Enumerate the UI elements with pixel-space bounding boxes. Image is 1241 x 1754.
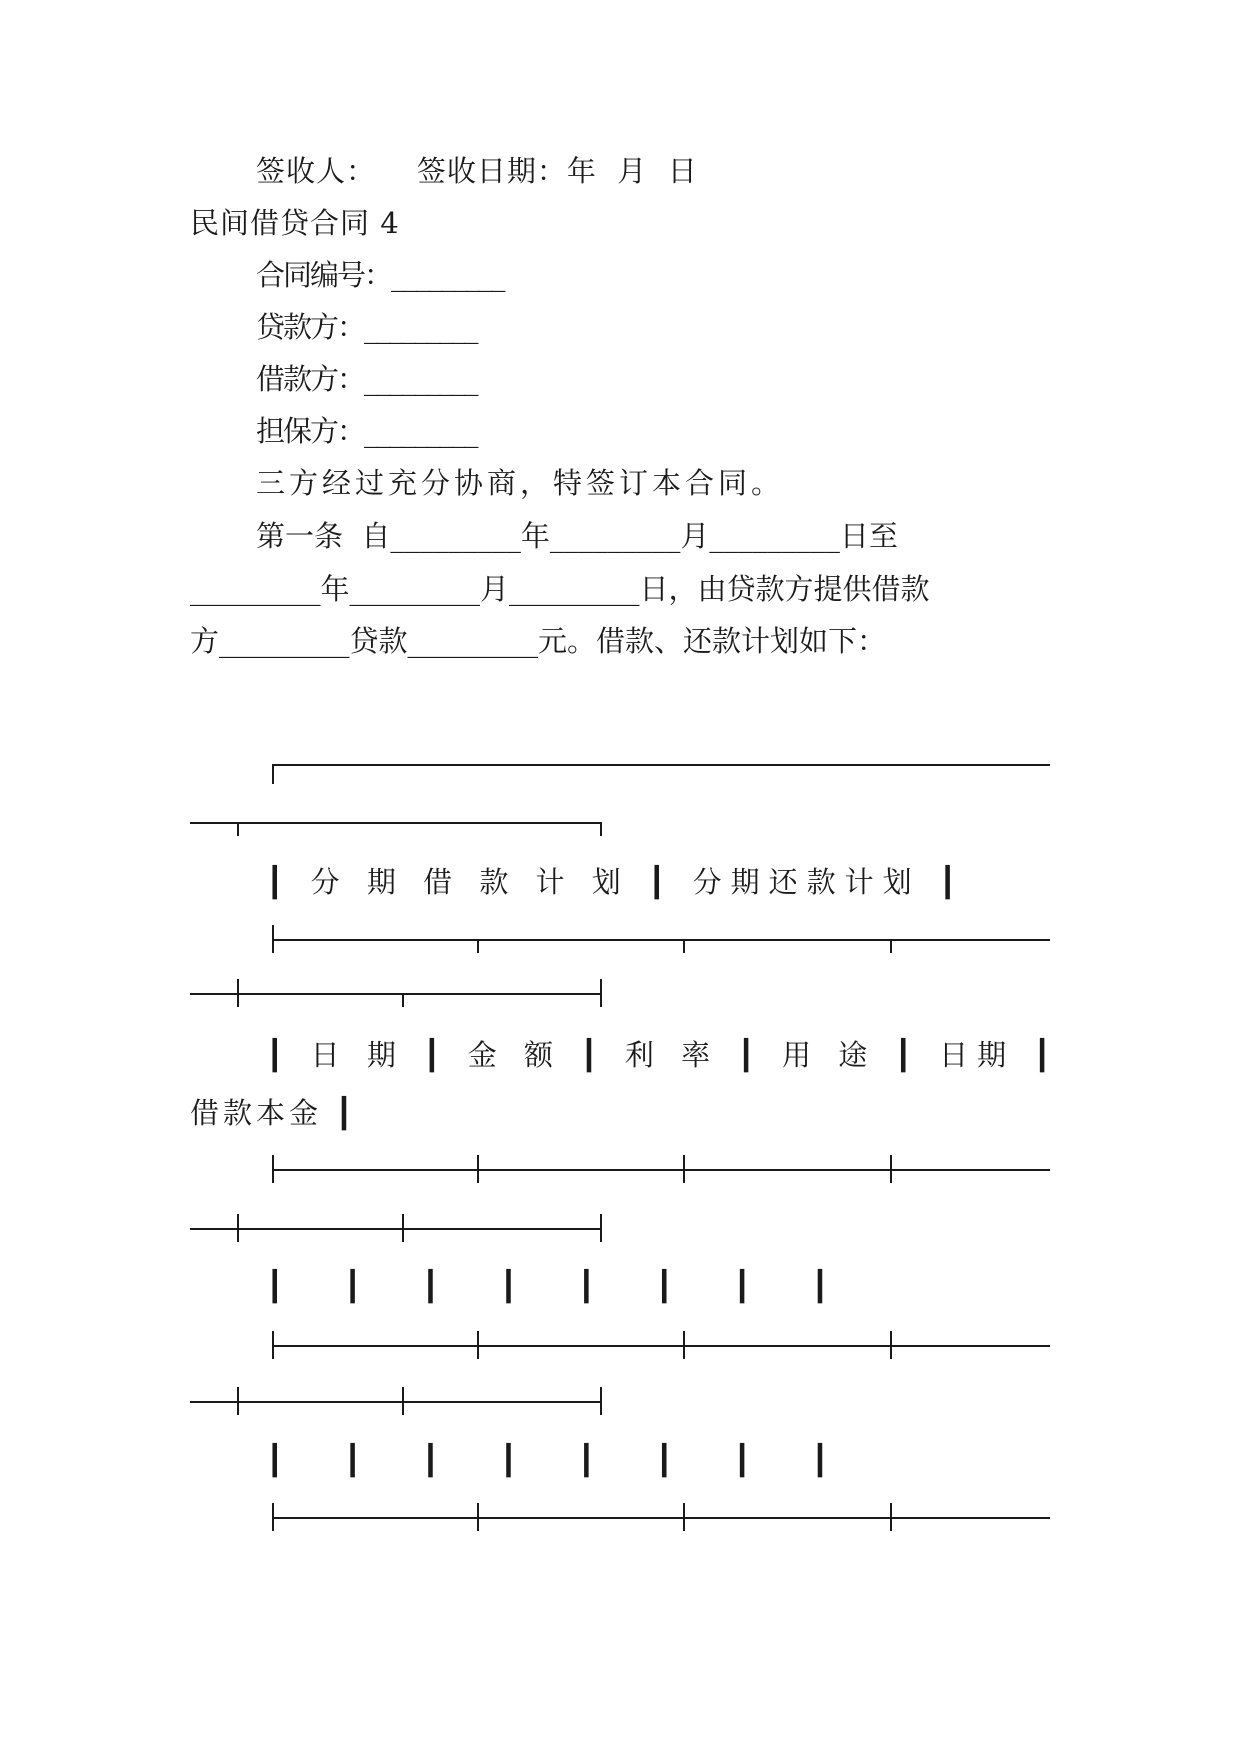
table-border	[683, 939, 685, 953]
intro-paragraph: 三方经过充分协商，特签订本合同。	[256, 466, 785, 500]
table-border	[600, 1214, 602, 1242]
table-border	[272, 1517, 1050, 1519]
table-border	[402, 1387, 404, 1415]
table-border	[683, 1503, 685, 1531]
table-border	[272, 925, 274, 953]
table-border	[190, 822, 602, 824]
guarantor-field: 担保方：_________	[256, 414, 477, 448]
table-border	[600, 822, 602, 836]
table-border	[477, 1331, 479, 1359]
table-border	[272, 764, 274, 784]
lender-field: 贷款方：_________	[256, 310, 477, 344]
table-border	[237, 979, 239, 1007]
contract-number-field: 合同编号：_________	[256, 258, 504, 292]
table-border	[272, 1169, 1050, 1171]
table-border	[402, 1214, 404, 1242]
table-border	[477, 939, 479, 953]
table-border	[600, 979, 602, 1007]
table-border	[237, 822, 239, 836]
borrower-field: 借款方：_________	[256, 362, 477, 396]
table-empty-row: ┃ ┃ ┃ ┃ ┃ ┃ ┃ ┃	[266, 1443, 843, 1477]
table-border	[477, 1155, 479, 1183]
table-border	[272, 1155, 274, 1183]
article-1-line-3: 方_________贷款_________元。借款、还款计划如下：	[190, 624, 887, 658]
table-border	[683, 1331, 685, 1359]
table-border	[683, 1155, 685, 1183]
table-border	[237, 1214, 239, 1242]
table-border	[272, 764, 1050, 766]
table-border	[190, 1228, 602, 1230]
table-border	[890, 939, 892, 953]
table-border	[890, 1331, 892, 1359]
article-1-line-1: 第一条 自_________年_________月_________日至	[256, 519, 898, 553]
table-empty-row: ┃ ┃ ┃ ┃ ┃ ┃ ┃ ┃	[266, 1269, 843, 1303]
table-border	[190, 1401, 602, 1403]
table-border	[272, 1503, 274, 1531]
contract-title: 民间借贷合同 4	[190, 206, 400, 240]
table-border	[237, 1387, 239, 1415]
receipt-line: 签收人： 签收日期：年 月 日	[256, 154, 698, 188]
table-border	[477, 1503, 479, 1531]
table-border	[890, 1503, 892, 1531]
table-border	[272, 939, 1050, 941]
table-border	[272, 1331, 274, 1359]
table-border	[190, 993, 602, 995]
table-header-row: ┃ 分 期 借 款 计 划 ┃ 分期还款计划 ┃	[266, 865, 966, 899]
table-border	[890, 1155, 892, 1183]
table-border	[600, 1387, 602, 1415]
table-border	[272, 1345, 1050, 1347]
table-column-header-continued: 借款本金 ┃	[190, 1096, 357, 1130]
table-border	[402, 993, 404, 1007]
article-1-line-2: _________年_________月_________日，由贷款方提供借款	[190, 572, 930, 606]
table-column-header-row: ┃ 日 期 ┃ 金 额 ┃ 利 率 ┃ 用 途 ┃ 日期 ┃	[266, 1038, 1060, 1072]
